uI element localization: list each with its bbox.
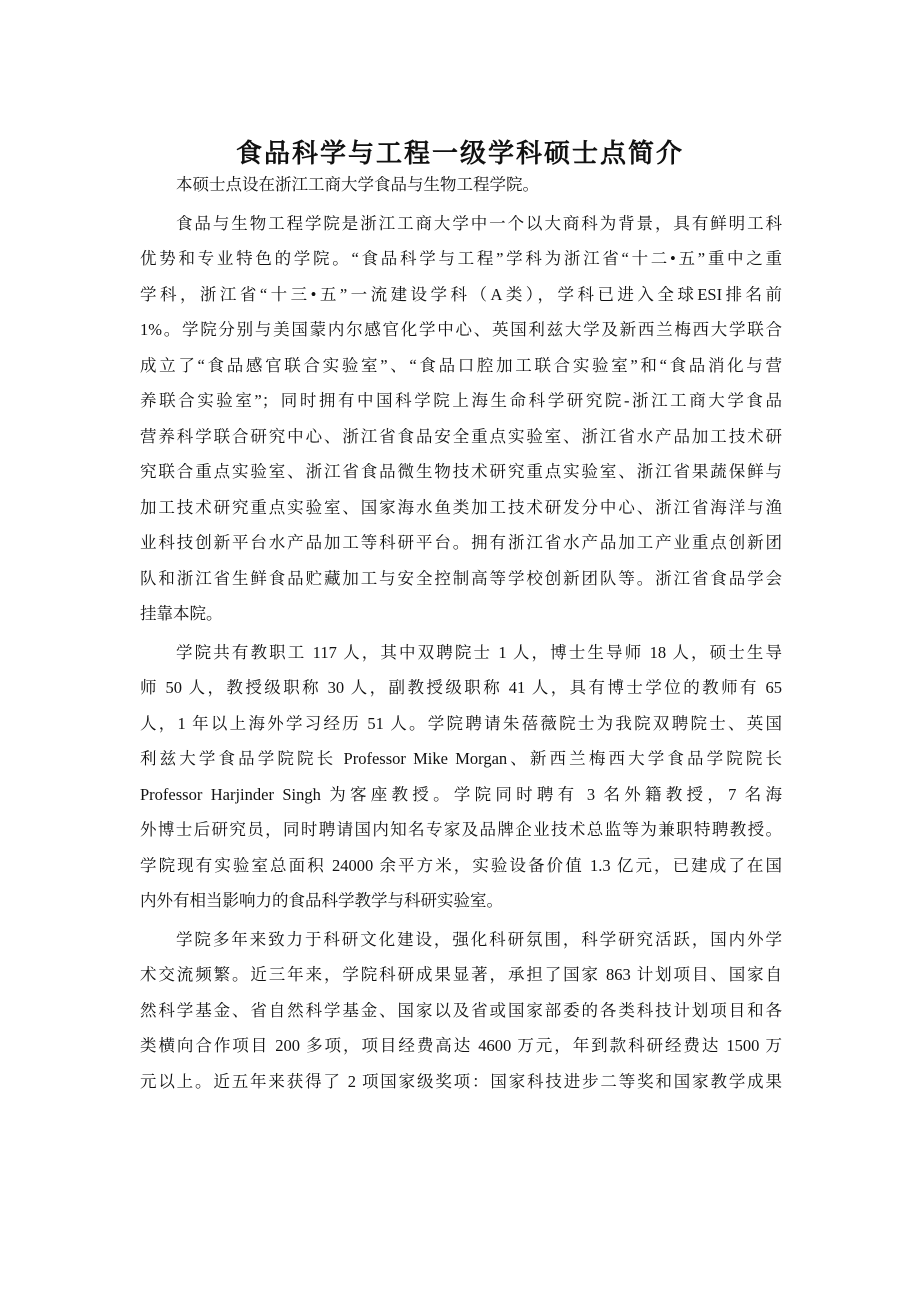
- text-line: 学院共有教职工 117 人，其中双聘院士 1 人，博士生导师 18 人，硕士生导: [176, 642, 782, 662]
- text-line: 养联合实验室”；同时拥有中国科学院上海生命科学研究院-浙江工商大学食品: [140, 391, 782, 410]
- text-line: 类横向合作项目 200 多项，项目经费高达 4600 万元，年到款科研经费达 1500 万: [140, 1036, 782, 1055]
- paragraph: [140, 167, 782, 203]
- text-line: 业科技创新平台水产品加工等科研平台。拥有浙江省水产品加工产业重点创新团: [140, 533, 782, 552]
- text-line: 优势和专业特色的学院。“食品科学与工程”学科为浙江省“十二•五”重中之重: [140, 249, 782, 268]
- text-line: 外博士后研究员，同时聘请国内知名专家及品牌企业技术总监等为兼职特聘教授。: [140, 820, 782, 839]
- text-line: 然科学基金、省自然科学基金、国家以及省或国家部委的各类科技计划项目和各: [140, 1000, 782, 1020]
- text-line: 学科，浙江省“十三•五”一流建设学科（A类），学科已进入全球ESI排名前: [140, 284, 782, 304]
- text-line: 元以上。近五年来获得了 2 项国家级奖项：国家科技进步二等奖和国家教学成果: [140, 1071, 782, 1091]
- text-line: 挂靠本院。: [140, 604, 223, 623]
- text-line: 队和浙江省生鲜食品贮藏加工与安全控制高等学校创新团队等。浙江省食品学会: [140, 568, 782, 588]
- text-line: 利兹大学食品学院院长 Professor Mike Morgan、新西兰梅西大学食品学院院长: [140, 749, 782, 768]
- paragraph: [140, 206, 782, 632]
- text-line: 师 50 人，教授级职称 30 人，副教授级职称 41 人，具有博士学位的教师有 65: [140, 678, 782, 697]
- text-line: 术交流频繁。近三年来，学院科研成果显著，承担了国家 863 计划项目、国家自: [140, 965, 782, 984]
- text-line: 人，1 年以上海外学习经历 51 人。学院聘请朱蓓薇院士为我院双聘院士、英国: [140, 713, 782, 733]
- text-line: 食品与生物工程学院是浙江工商大学中一个以大商科为背景，具有鲜明工科: [176, 213, 782, 233]
- text-line: 加工技术研究重点实验室、国家海水鱼类加工技术研发分中心、浙江省海洋与渔: [140, 497, 782, 517]
- text-line: 究联合重点实验室、浙江省食品微生物技术研究重点实验室、浙江省果蔬保鲜与: [140, 462, 782, 481]
- document-title: 食品科学与工程一级学科硕士点简介: [235, 139, 684, 169]
- text-line: 1%。学院分别与美国蒙内尔感官化学中心、英国利兹大学及新西兰梅西大学联合: [140, 320, 782, 339]
- paragraph: [140, 922, 782, 1100]
- text-line: 营养科学联合研究中心、浙江省食品安全重点实验室、浙江省水产品加工技术研: [140, 426, 782, 446]
- text-line: 学院现有实验室总面积 24000 余平方米，实验设备价值 1.3 亿元，已建成了在国: [140, 855, 782, 875]
- text-line: 内外有相当影响力的食品科学教学与科研实验室。: [140, 891, 503, 910]
- text-line: 学院多年来致力于科研文化建设，强化科研氛围，科学研究活跃，国内外学: [176, 929, 782, 949]
- document-body: [140, 167, 782, 1102]
- text-line: 本硕士点设在浙江工商大学食品与生物工程学院。: [176, 175, 539, 194]
- text-line: Professor Harjinder Singh 为客座教授。学院同时聘有 3 名外籍教授，7 名海: [140, 784, 782, 804]
- paragraph: [140, 635, 782, 919]
- text-line: 成立了“食品感官联合实验室”、“食品口腔加工联合实验室”和“食品消化与营: [140, 355, 782, 375]
